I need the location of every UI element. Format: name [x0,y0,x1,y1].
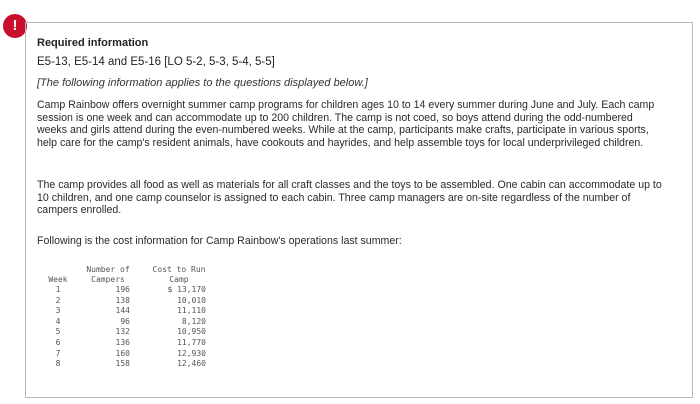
applies-note: [The following information applies to the questions displayed below.] [37,77,368,89]
camp-description-paragraph: Camp Rainbow offers overnight summer camp programs for children ages 10 to 14 every summer during June and July. Each camp session is one week and can accommodate up to 200 children. The camp is not coed, so boys attend during the odd-numbered weeks and girls attend during the even-numbered weeks. While at the camp, participants make crafts, participate in various sports, help care for the camp's resident animals, have cookouts and hayrides, and help assemble toys for local underprivileged children. [37,99,655,149]
week-header [40,265,76,275]
cost-cell: 8,120 [181,316,206,326]
campers-cell: 160 [115,348,130,358]
cost-cell: 10,950 [177,327,206,337]
campers-cell: 138 [115,295,130,305]
cost-header-line1: Cost to Run [152,265,206,274]
table-row [40,285,218,296]
table-row [40,349,218,360]
week-cell: 8 [55,359,61,369]
cost-intro-paragraph: Following is the cost information for Camp Rainbow's operations last summer: [37,235,402,247]
cost-cell: 11,770 [177,337,206,347]
week-cell: 6 [55,337,61,347]
cost-cell: 12,460 [177,359,206,369]
campers-cell: 158 [115,359,130,369]
cost-cell: 12,930 [177,348,206,358]
table-row [40,338,218,349]
exclamation-icon: ! [3,14,27,38]
camp-provisions-paragraph: The camp provides all food as well as materials for all craft classes and the toys to be assembled. One cabin can accommodate up to 10 children, and one camp counselor is assigned to each cabin. Three camp managers are on-site regardless of the number of campers enrolled. [37,179,662,217]
required-information-card [25,22,693,398]
campers-header-line2: Campers [91,275,125,284]
campers-cell: 96 [120,316,130,326]
week-cell: 5 [55,327,61,337]
required-information-heading: Required information [37,37,149,49]
exercise-title: E5-13, E5-14 and E5-16 [LO 5-2, 5-3, 5-4, 5-5] [37,56,275,68]
week-header-label: Week [48,275,68,284]
campers-header-line1: Number of [86,265,130,274]
cost-table [40,265,218,370]
table-row [40,306,218,317]
week-cell: 7 [55,348,61,358]
table-row [40,296,218,307]
cost-cell: 10,010 [177,295,206,305]
table-row [40,359,218,370]
week-cell: 1 [55,285,61,294]
week-cell: 3 [55,306,61,316]
cost-cell: 11,110 [177,306,206,316]
table-row [40,317,218,328]
campers-cell: 144 [115,306,130,316]
cost-header-line2: Camp [169,275,189,284]
cost-cell: $ 13,170 [167,285,206,294]
campers-cell: 132 [115,327,130,337]
week-cell: 2 [55,295,61,305]
week-cell: 4 [55,316,61,326]
campers-cell: 196 [115,285,130,294]
campers-cell: 136 [115,337,130,347]
table-row [40,327,218,338]
